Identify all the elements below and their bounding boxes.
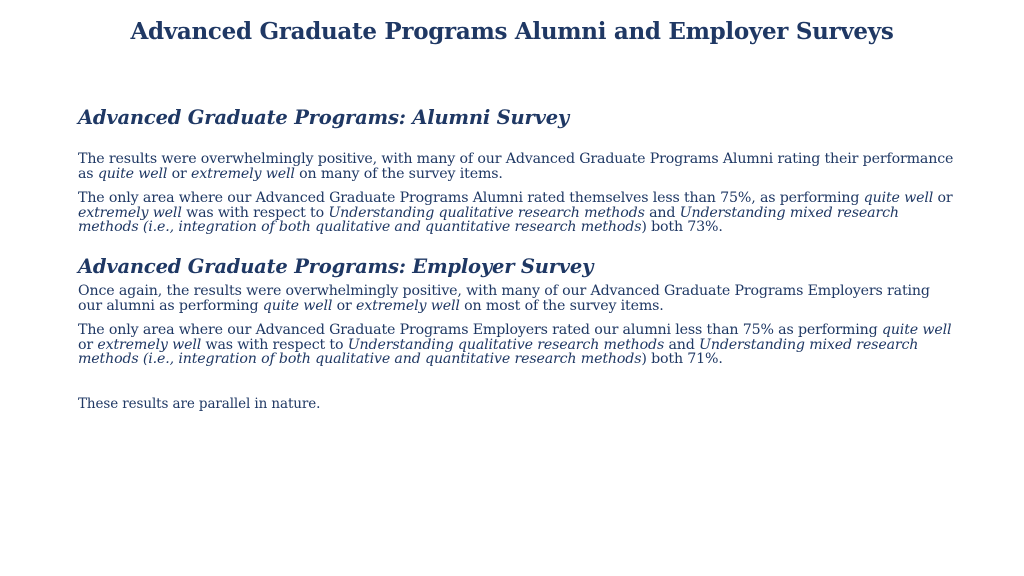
emphasis-extremely-well: extremely well [78,204,182,221]
emphasis-extremely-well: extremely well [356,297,460,314]
emphasis-quite-well: quite well [97,165,168,182]
emphasis-quite-well: quite well [881,322,952,339]
emphasis-qualitative-methods: Understanding qualitative research methods [328,204,645,221]
text-run: The only area where our Advanced Graduate Programs Employers rated our alumni less than 75% as performing [78,322,882,339]
employer-results-paragraph [78,284,958,313]
emphasis-quite-well: quite well [863,190,934,207]
alumni-survey-heading: Advanced Graduate Programs: Alumni Survey [78,106,570,129]
text-run: or [78,336,98,353]
slide-content [78,104,958,412]
text-run: on most of the survey items. [459,297,664,314]
text-run: ) both 73%. [641,219,723,236]
text-run: on many of the survey items. [294,165,503,182]
text-run: was with respect to [201,336,348,353]
emphasis-extremely-well: extremely well [191,165,295,182]
page-title: Advanced Graduate Programs Alumni and Employer Surveys [130,18,894,45]
text-run: or [167,165,192,182]
emphasis-quite-well: quite well [262,297,333,314]
employer-survey-heading: Advanced Graduate Programs: Employer Survey [78,254,594,278]
text-run: Once again, the results were overwhelmingly positive, with many of our Advanced Graduate Programs Employers rating our alumni as performing [78,282,930,314]
text-run: or [933,190,953,207]
parallel-results-note: These results are parallel in nature. [78,395,321,412]
text-run: or [332,297,357,314]
emphasis-mixed-methods: Understanding mixed research methods (i.e., integration of both qualitative and quantitative research methods [78,204,899,236]
emphasis-qualitative-methods: Understanding qualitative research methods [347,336,665,353]
emphasis-mixed-methods: Understanding mixed research methods (i.e., integration of both qualitative and quantitative research methods [78,336,919,368]
text-run: The only area where our Advanced Graduate Programs Alumni rated themselves less than 75%, as performing [78,190,864,207]
text-run: was with respect to [181,204,329,221]
text-run: The results were overwhelmingly positive, with many of our Advanced Graduate Programs Alumni rating their performance as [78,151,954,182]
employer-exception-paragraph [78,323,958,367]
alumni-exception-paragraph [78,191,958,235]
text-run: ) both 71%. [641,351,723,368]
alumni-results-paragraph [78,152,958,181]
text-run: and [644,204,680,221]
text-run: and [664,336,700,353]
emphasis-extremely-well: extremely well [97,336,202,353]
